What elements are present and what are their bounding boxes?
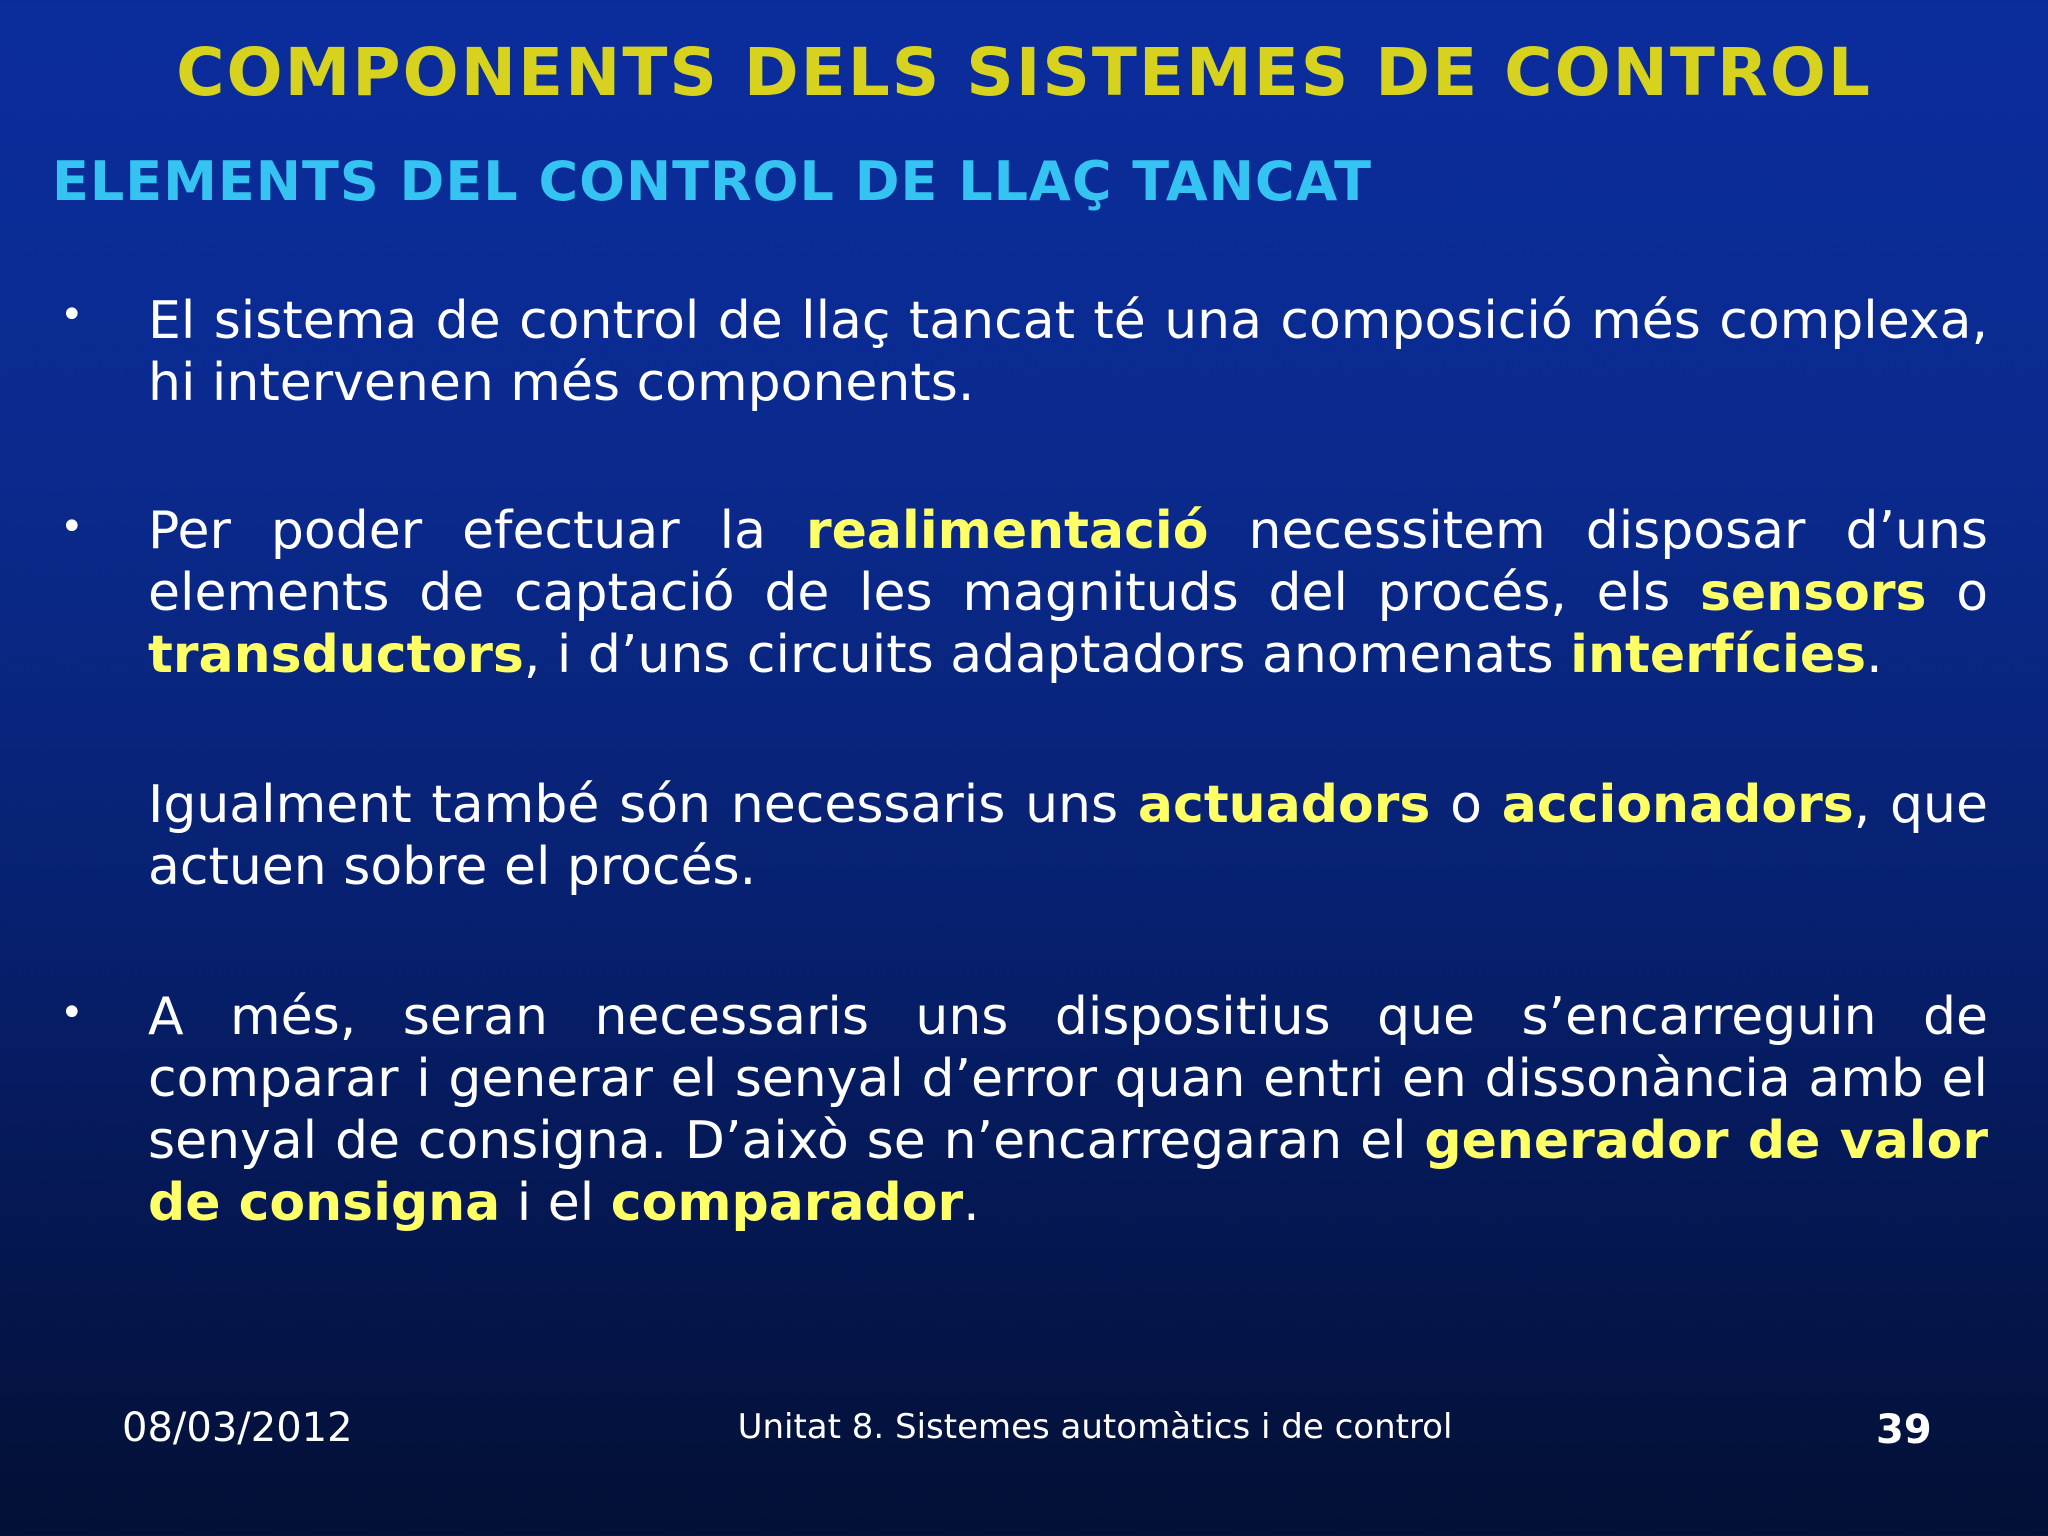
paragraph-3-text-1: Igualment també són necessaris uns — [148, 775, 1138, 835]
paragraph-3-text-3: , que actuen sobre el procés. — [148, 775, 1989, 897]
paragraph-4-text-2: i el — [500, 1173, 611, 1233]
paragraph-2-text-5: . — [1866, 625, 1883, 685]
highlight-interficies: interfícies — [1570, 625, 1867, 685]
paragraph-2-text-4: , i d’uns circuits adaptadors anomenats — [523, 625, 1571, 685]
highlight-sensors: sensors — [1699, 563, 1927, 623]
highlight-realimentacio: realimentació — [806, 501, 1209, 561]
footer-date: 08/03/2012 — [122, 1405, 353, 1451]
paragraph-2-text-1: Per poder efectuar la — [148, 501, 806, 561]
paragraph-4-text-3: . — [963, 1173, 980, 1233]
bullet-2: • — [60, 504, 84, 550]
highlight-transductors: transductors — [148, 625, 524, 685]
paragraph-1-text: El sistema de control de llaç tancat té una composició més complexa, hi intervenen més components. — [148, 291, 1988, 413]
paragraph-2 — [148, 500, 1988, 686]
paragraph-4-text-1: A més, seran necessaris uns dispositius que s’encarreguin de comparar i generar el senyal d’error quan entri en dissonància amb el senyal de consigna. D’això se n’encarregaran el — [148, 987, 1988, 1171]
paragraph-4 — [148, 986, 1988, 1234]
slide-title: COMPONENTS DELS SISTEMES DE CONTROL — [176, 34, 1872, 111]
paragraph-3 — [148, 774, 1988, 898]
paragraph-3-text-2: o — [1430, 775, 1502, 835]
bullet-3: • — [60, 990, 84, 1036]
highlight-generador-valor-consigna: generador de valor de consigna — [148, 1111, 1988, 1233]
paragraph-2-text-2: necessitem disposar d’uns elements de captació de les magnituds del procés, els — [148, 501, 1988, 623]
paragraph-2-text-3: o — [1926, 563, 1989, 623]
bullet-1: • — [60, 292, 84, 338]
page-number: 39 — [1876, 1407, 1932, 1453]
footer-course: Unitat 8. Sistemes automàtics i de control — [737, 1407, 1453, 1447]
paragraph-1 — [148, 290, 1988, 414]
highlight-accionadors: accionadors — [1501, 775, 1854, 835]
highlight-actuadors: actuadors — [1137, 775, 1431, 835]
highlight-comparador: comparador — [610, 1173, 964, 1233]
slide-subtitle: ELEMENTS DEL CONTROL DE LLAÇ TANCAT — [52, 150, 1372, 213]
